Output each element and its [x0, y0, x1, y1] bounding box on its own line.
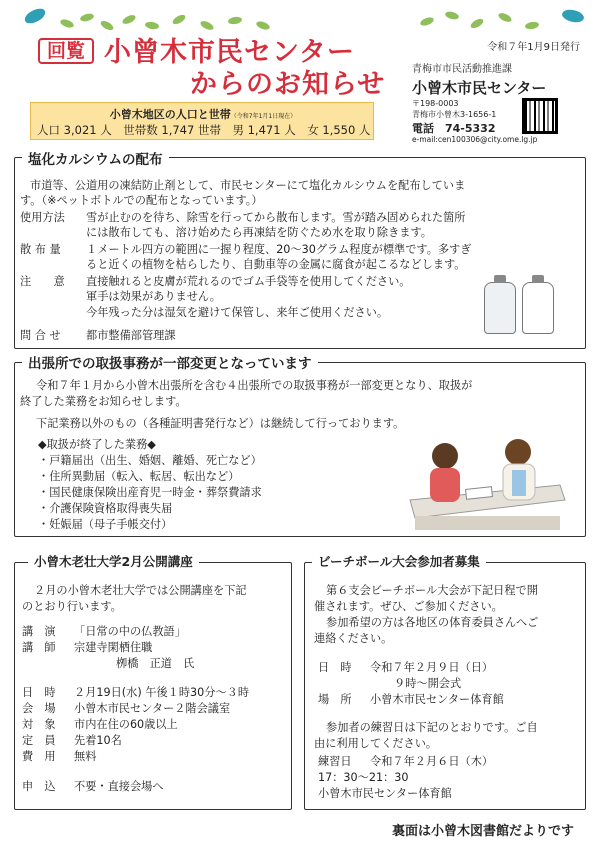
population-figures: 人口 3,021 人 世帯数 1,747 世帯 男 1,471 人 女 1,550 人 — [37, 123, 371, 137]
venue-text: 小曾木市民センター２階会議室 — [74, 702, 231, 715]
practice-date: 令和７年２月６日（木） — [370, 755, 494, 768]
speaker-text-1: 宗建寺閑栖住職 — [74, 641, 153, 654]
leaf-icon — [79, 12, 94, 22]
list-item: ・妊娠届（母子手帳交付） — [38, 518, 173, 531]
population-note: （令和7年1月1日現在） — [230, 113, 297, 120]
practice-label: 練習日 — [318, 755, 352, 768]
calcium-title: 塩化カルシウムの配布 — [22, 148, 169, 168]
bottle-icon — [484, 282, 516, 334]
leaf-icon — [524, 21, 539, 30]
leaf-icon — [469, 17, 485, 30]
target-text: 市内在住の60歳以上 — [74, 718, 178, 731]
header — [0, 0, 600, 112]
amount-text-1: １メートル四方の範囲に一握り程度、20～30グラム程度が標準です。多すぎ — [86, 243, 472, 256]
bottle-icon — [522, 282, 554, 334]
org-name: 小曾木市民センター — [412, 79, 547, 97]
beach-date-label: 日 時 — [318, 661, 352, 674]
fee-text: 無料 — [74, 750, 97, 763]
practice-place: 小曾木市民センター体育館 — [318, 787, 452, 800]
calcium-intro-1: 市道等、公道用の凍結防止剤として、市民センターにて塩化カルシウムを配布していま — [30, 179, 466, 192]
list-item: ・戸籍届出（出生、婚姻、離婚、死亡など） — [38, 454, 262, 467]
leaf-icon — [59, 18, 75, 29]
counter-staff-illustration — [400, 430, 570, 532]
bird-icon — [23, 7, 48, 26]
issue-date: 令和７年1月9日発行 — [487, 42, 580, 53]
calcium-intro-2: す。（※ペットボトルでの配布となっています。） — [20, 194, 263, 207]
phone: 電話 74-5332 — [412, 122, 496, 135]
apply-label: 申 込 — [22, 780, 56, 793]
beach-para-3: 参加希望の方は各地区の体育委員さんへご — [326, 616, 539, 629]
beach-para-1: 第６支会ビーチボール大会が下記日程で開 — [326, 584, 538, 597]
leaf-icon — [144, 21, 159, 30]
leaf-icon — [171, 13, 187, 26]
list-item: ・国民健康保険出産育児一時金・葬祭費請求 — [38, 486, 262, 499]
caution-label: 注 意 — [20, 275, 65, 288]
amount-label: 散 布 量 — [20, 243, 61, 256]
leaf-icon — [444, 10, 459, 20]
theme-text: 「日常の中の仏教語」 — [74, 625, 186, 638]
population-box — [30, 102, 374, 140]
practice-time: 17：30～21：30 — [318, 771, 409, 784]
bird-icon — [561, 7, 586, 26]
postal-code: 〒198-0003 — [412, 99, 459, 108]
branch-para-2: 下記業務以外のもの（各種証明書発行など）は継続して行っております。 — [36, 417, 405, 430]
contact-text: 都市整備部管理課 — [86, 329, 176, 342]
footer-note: 裏面は小曾木図書館だよりです — [391, 824, 574, 839]
circulation-badge: 回覧 — [38, 38, 94, 64]
population-title — [31, 106, 375, 122]
bottle-cap-icon — [532, 275, 544, 283]
date-text: ２月19日(水) 午後１時30分～３時 — [74, 686, 250, 699]
list-item: ・住所異動届（転入、転居、転出など） — [38, 470, 240, 483]
theme-label: 講 演 — [22, 625, 56, 638]
venue-label: 会 場 — [22, 702, 56, 715]
beach-place-text: 小曾木市民センター体育館 — [370, 693, 504, 706]
usage-label: 使用方法 — [20, 211, 65, 224]
date-label: 日 時 — [22, 686, 56, 699]
beach-date-text: 令和７年２月９日（日） — [370, 661, 494, 674]
leaf-icon — [419, 16, 435, 27]
lecture-para-2: のとおり行います。 — [22, 600, 122, 613]
usage-text-1: 雪が止むのを待ち、除雪を行ってから散布します。雪が踏み固められた箇所 — [86, 211, 466, 224]
qr-code-icon — [522, 98, 558, 134]
target-label: 対 象 — [22, 718, 56, 731]
email: e-mail:cen100306@city.ome.lg.jp — [412, 135, 538, 144]
leaf-icon — [497, 11, 513, 23]
capacity-text: 先着10名 — [74, 734, 122, 747]
beach-time-text: ９時～開会式 — [394, 677, 462, 690]
fee-label: 費 用 — [22, 750, 56, 763]
branch-title: 出張所での取扱事務が一部変更となっています — [22, 352, 318, 372]
contact-label: 問 合 せ — [20, 329, 61, 342]
bottle-cap-icon — [494, 275, 506, 283]
beach-para-4: 連絡ください。 — [314, 632, 393, 645]
beach-para-6: 由に利用してください。 — [314, 737, 438, 750]
leaf-icon — [227, 16, 242, 25]
branch-para-1b: 終了した業務をお知らせします。 — [20, 395, 187, 408]
apply-text: 不要・直接会場へ — [74, 780, 164, 793]
beach-place-label: 場 所 — [318, 693, 352, 706]
lecture-title: 小曾木老壮大学2月公開講座 — [28, 552, 199, 570]
amount-text-2: ると近くの植物を枯らしたり、自動車等の金属に腐食が起こるなどします。 — [86, 258, 466, 271]
beach-para-2: 催されます。ぜひ、ご参加ください。 — [314, 600, 503, 613]
speaker-label: 講 師 — [22, 641, 56, 654]
lecture-para-1: ２月の小曾木老壮大学では公開講座を下記 — [34, 584, 247, 597]
org-department: 青梅市市民活動推進課 — [412, 64, 512, 75]
beach-title: ビーチボール大会参加者募集 — [312, 552, 486, 570]
capacity-label: 定 員 — [22, 734, 56, 747]
population-title-text: 小曾木地区の人口と世帯 — [109, 108, 231, 121]
usage-text-2: には散布しても、溶け始めたら再凍結を防ぐため水を取り除きます。 — [86, 226, 432, 239]
caution-text-1: 直接触れると皮膚が荒れるのでゴム手袋等を使用してください。 — [86, 275, 411, 288]
caution-text-3: 今年残った分は湿気を避けて保管し、来年ご使用ください。 — [86, 306, 389, 319]
leaf-icon — [121, 13, 137, 25]
branch-para-1a: 令和７年１月から小曾木出張所を含む４出張所での取扱事務が一部変更となり、取扱が — [36, 379, 473, 392]
page-subtitle: からのお知らせ — [190, 69, 386, 100]
list-item: ・介護保険資格取得喪失届 — [38, 502, 173, 515]
page-title: 小曾木市民センター — [104, 37, 355, 68]
speaker-text-2: 栁橋 正道 氏 — [116, 657, 195, 670]
ended-services-header: ◆取扱が終了した業務◆ — [38, 438, 156, 451]
beach-para-5: 参加者の練習日は下記のとおりです。ご自 — [326, 721, 538, 734]
address: 青梅市小曾木3-1656-1 — [412, 110, 497, 119]
caution-text-2: 軍手は効果がありません。 — [86, 290, 221, 303]
